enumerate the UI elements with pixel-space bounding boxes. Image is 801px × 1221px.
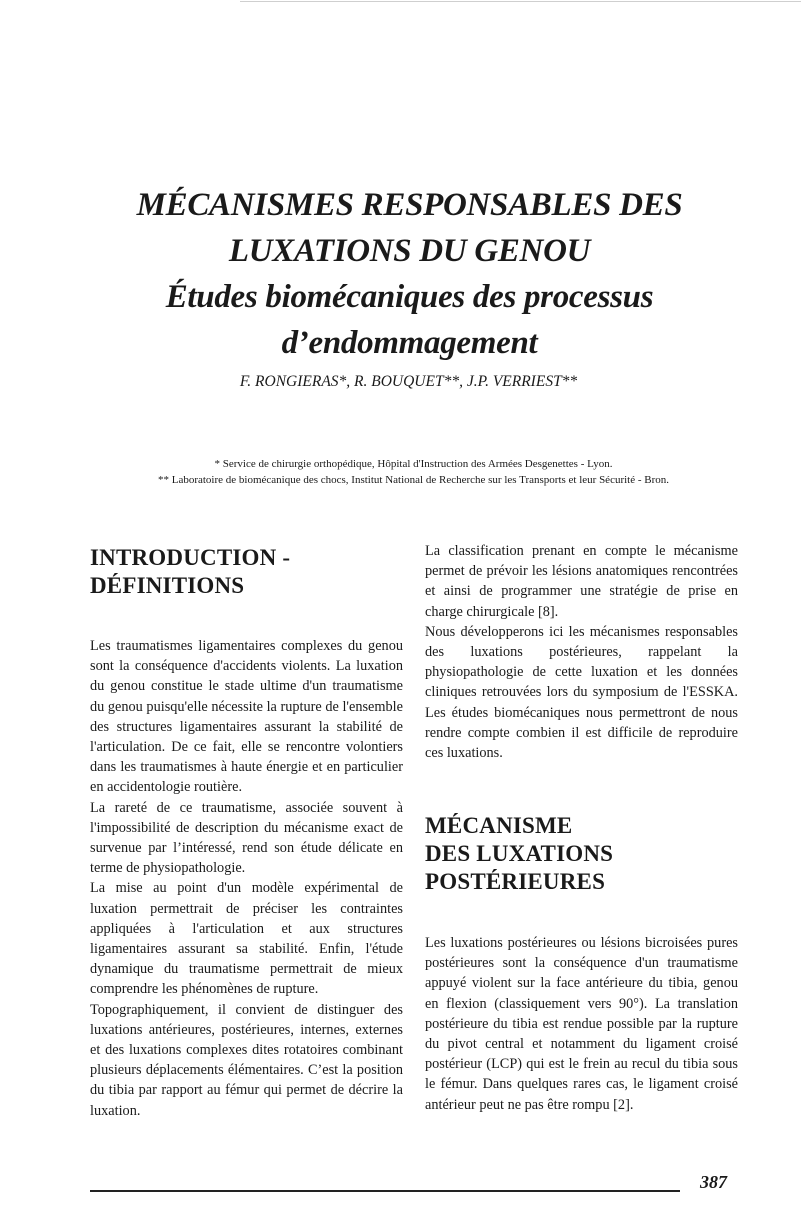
paragraph: La rareté de ce traumatisme, associée souvent à l'impossibilité de description du mécanisme exact de survenue par l’intéressé, rend son étude délicate en terme de physiopathologie. [90, 799, 403, 877]
section-heading-posterior [425, 812, 613, 896]
heading-line: INTRODUCTION - [90, 545, 291, 570]
paragraph: La mise au point d'un modèle expérimental de luxation permettrait de préciser les contraintes appliquées à l'articulation et aux structures ligamentaires assurant sa stabilité. Enfin, l'étude dynamique du traumatisme permettrait de mieux comprendre les phénomènes de rupture. [90, 880, 403, 998]
affiliations [0, 457, 801, 488]
paragraph: Les luxations postérieures ou lésions bicroisées pures postérieures sont la conséquence d'un traumatisme appuyé violent sur la face antérieure du tibia, genou en flexion (classiquement vers 90°). La translation postérieure du tibia est rendue possible par la rupture du pivot central et notamment du ligament croisé postérieur (LCP) qui est le frein au recul du tibia sous le fémur. Dans quelques rares cas, le ligament croisé antérieur peut ne pas être rompu [2]. [425, 935, 738, 1113]
article-title [0, 182, 801, 366]
right-column-body-bottom [425, 933, 738, 1115]
affiliation-1: * Service de chirurgie orthopédique, Hôpital d'Instruction des Armées Desgenettes - Lyon. [214, 458, 613, 470]
heading-line: POSTÉRIEURES [425, 869, 606, 894]
page-number: 387 [700, 1172, 727, 1192]
subtitle-line-1: Études biomécaniques des processus [165, 279, 654, 315]
section-heading-introduction [90, 544, 290, 600]
heading-line: DÉFINITIONS [90, 573, 245, 598]
affiliation-2: ** Laboratoire de biomécanique des chocs, Institut National de Recherche sur les Transports et leur Sécurité - Bron. [157, 473, 670, 486]
footer-rule [90, 1190, 680, 1192]
heading-line: DES LUXATIONS [425, 841, 614, 866]
title-line-1: MÉCANISMES RESPONSABLES DES [136, 187, 683, 223]
right-column-body-top [425, 541, 738, 763]
paragraph: Topographiquement, il convient de distinguer des luxations antérieures, postérieures, internes, externes et des luxations complexes dites rotatoires combinant plusieurs déplacements élémentaires. C’est la position du tibia par rapport au fémur qui permet de décrire la luxation. [90, 1001, 403, 1119]
paragraph: La classification prenant en compte le mécanisme permet de prévoir les lésions anatomiques rencontrées et ainsi de programmer une stratégie de prise en charge chirurgicale [8]. [425, 543, 738, 620]
heading-line: MÉCANISME [425, 813, 573, 838]
top-edge-line [240, 1, 801, 2]
title-line-2: LUXATIONS DU GENOU [228, 233, 591, 269]
authors: F. RONGIERAS*, R. BOUQUET**, J.P. VERRIEST** [239, 373, 578, 390]
left-column-body [90, 636, 403, 1121]
subtitle-line-2: d’endommagement [281, 325, 538, 361]
paragraph: Les traumatismes ligamentaires complexes du genou sont la conséquence d'accidents violents. La luxation du genou constitue le stade ultime d'un traumatisme du genou puisqu'elle nécessite la rupture de l'ensemble des structures ligamentaires assurant la stabilité de l'articulation. De ce fait, elle se rencontre volontiers dans les traumatismes à haute énergie et en particulier en accidentologie routière. [90, 638, 403, 796]
paragraph: Nous développerons ici les mécanismes responsables des luxations postérieures, rappelant la physiopathologie de cette luxation et les données cliniques retrouvées lors du symposium de l'ESSKA. Les études biomécaniques nous permettront de nous rendre compte combien il est difficile de reproduire ces luxations. [425, 623, 738, 762]
